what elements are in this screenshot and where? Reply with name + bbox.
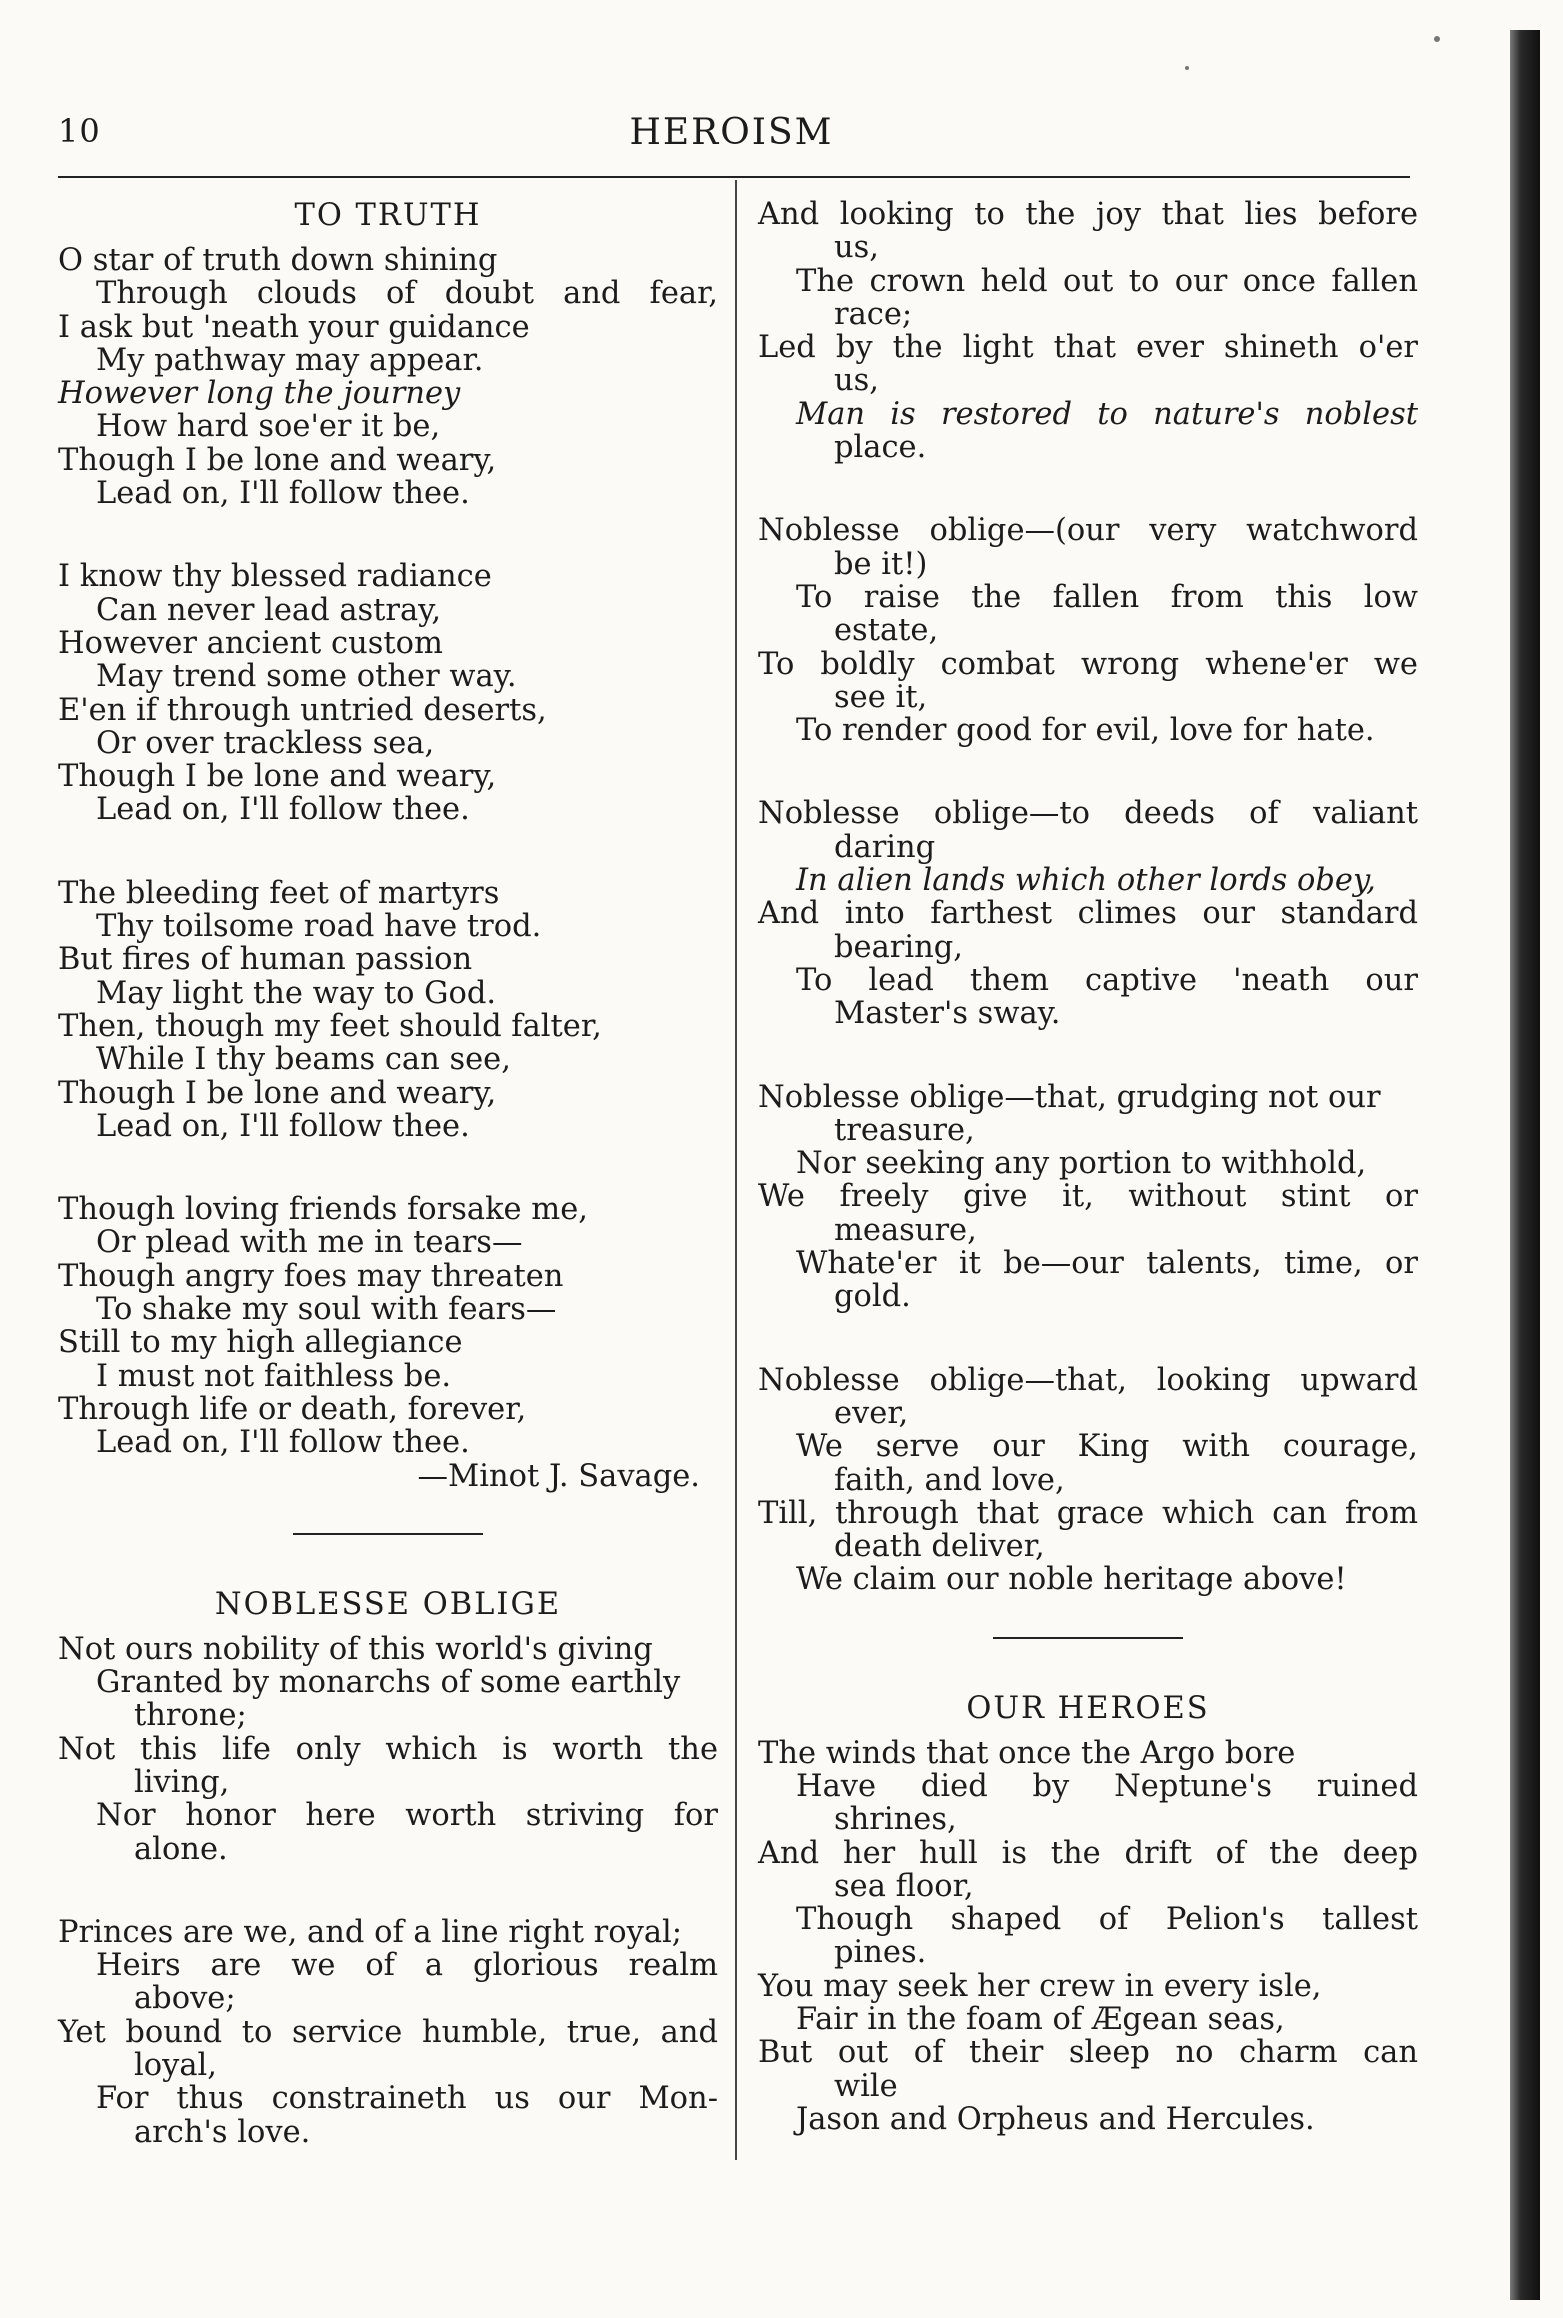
poem-line: death deliver, — [834, 1529, 1045, 1565]
poem-line: Nor seeking any portion to withhold, — [796, 1146, 1367, 1182]
stanza — [758, 198, 1418, 464]
speck-mark — [1185, 66, 1189, 70]
poem-line: Then, though my feet should falter, — [58, 1008, 602, 1044]
poem-title-to-truth: TO TRUTH — [294, 198, 482, 233]
poem-line: Lead on, I'll follow thee. — [96, 792, 470, 828]
column-divider — [735, 180, 737, 2160]
poem-line: Princes are we, and of a line right royal; — [58, 1914, 683, 1950]
poem-line: How hard soe'er it be, — [96, 409, 441, 445]
poem-line: However long the journey — [58, 376, 461, 412]
poem-line: Still to my high allegiance — [58, 1325, 463, 1361]
poem-line: Noblesse oblige—that, looking upward — [758, 1362, 1418, 1398]
poem-line: Though I be lone and weary, — [58, 759, 497, 795]
poem-line: Not this life only which is worth the — [58, 1731, 718, 1767]
poem-line: And her hull is the drift of the deep — [758, 1835, 1418, 1871]
poem-line: Through life or death, forever, — [58, 1391, 527, 1427]
poem-line: us, — [834, 363, 879, 399]
poem-line: My pathway may appear. — [96, 342, 484, 378]
header-rule — [58, 176, 1410, 178]
poem-line: While I thy beams can see, — [96, 1042, 511, 1078]
stanza — [758, 514, 1418, 747]
stanza — [758, 797, 1418, 1030]
poem-line: We serve our King with courage, — [796, 1429, 1418, 1465]
poem-line: However ancient custom — [58, 625, 443, 661]
poem-line: Though loving friends forsake me, — [58, 1192, 588, 1228]
poem-line: Though angry foes may threaten — [58, 1258, 564, 1294]
poem-line: Man is restored to nature's noblest — [796, 396, 1418, 432]
poem-line: Jason and Orpheus and Hercules. — [796, 2101, 1315, 2137]
poem-line: sea floor, — [834, 1868, 974, 1904]
stanza — [58, 560, 718, 826]
poem-line: ever, — [834, 1395, 909, 1431]
poem-line: To raise the fallen from this low — [796, 579, 1418, 615]
poem-line: measure, — [834, 1212, 977, 1248]
poem-line: Thy toilsome road have trod. — [96, 909, 542, 945]
poem-line: Fair in the foam of Ægean seas, — [796, 2002, 1285, 2038]
stanza — [58, 1633, 718, 1866]
poem-line: To shake my soul with fears— — [96, 1292, 557, 1328]
poem-line: alone. — [134, 1831, 228, 1867]
left-column — [58, 198, 718, 2199]
stanza — [758, 1364, 1418, 1597]
poem-line: Till, through that grace which can from — [758, 1495, 1418, 1531]
poem-line: gold. — [834, 1279, 911, 1315]
poem-line: Heirs are we of a glorious realm — [96, 1948, 718, 1984]
poem-line: daring — [834, 829, 936, 865]
poem-line: Though shaped of Pelion's tallest — [796, 1902, 1418, 1938]
poem-line: wile — [834, 2068, 898, 2104]
poem-line: Granted by monarchs of some earthly — [96, 1665, 681, 1701]
poem-line: see it, — [834, 679, 928, 715]
poem-line: For thus constraineth us our Mon- — [96, 2081, 718, 2117]
poem-line: You may seek her crew in every isle, — [758, 1968, 1322, 2004]
poem-line: In alien lands which other lords obey, — [796, 863, 1376, 899]
poem-line: us, — [834, 230, 879, 266]
poem-line: We claim our noble heritage above! — [796, 1562, 1347, 1598]
poem-line: loyal, — [134, 2048, 217, 2084]
poem-line: Noblesse oblige—(our very watchword — [758, 513, 1418, 549]
stanza — [758, 1737, 1418, 2137]
section-divider — [293, 1533, 483, 1535]
poem-line: And looking to the joy that lies before — [758, 197, 1418, 232]
poem-line: We freely give it, without stint or — [758, 1179, 1418, 1215]
poem-line: May light the way to God. — [96, 975, 497, 1011]
poem-line: Noblesse oblige—to deeds of valiant — [758, 796, 1418, 832]
poem-line: Though I be lone and weary, — [58, 442, 497, 478]
poem-line: Though I be lone and weary, — [58, 1075, 497, 1111]
poem-line: But out of their sleep no charm can — [758, 2035, 1418, 2071]
stanza — [58, 1916, 718, 2149]
book-spine-shadow — [1510, 30, 1540, 2300]
stanza — [58, 1193, 718, 1459]
poem-line: be it!) — [834, 546, 928, 582]
page-number: 10 — [58, 112, 101, 150]
poem-line: race; — [834, 296, 913, 332]
poem-line: And into farthest climes our standard — [758, 896, 1418, 932]
section-divider — [993, 1637, 1183, 1639]
poem-line: Noblesse oblige—that, grudging not our — [758, 1079, 1381, 1115]
poem-line: shrines, — [834, 1802, 957, 1838]
poem-line: May trend some other way. — [96, 659, 517, 695]
running-title: HEROISM — [629, 112, 834, 153]
poem-author: —Minot J. Savage. — [417, 1458, 700, 1494]
stanza — [58, 244, 718, 510]
poem-line: arch's love. — [134, 2114, 311, 2150]
poem-line: pines. — [834, 1935, 927, 1971]
poem-line: Lead on, I'll follow thee. — [96, 1425, 470, 1461]
poem-title-noblesse-oblige: NOBLESSE OBLIGE — [214, 1586, 562, 1622]
poem-line: above; — [134, 1981, 236, 2017]
poem-line: I know thy blessed radiance — [58, 559, 492, 595]
poem-line: Led by the light that ever shineth o'er — [758, 330, 1418, 366]
poem-line: Not ours nobility of this world's giving — [58, 1631, 653, 1667]
poem-line: estate, — [834, 613, 939, 649]
poem-line: I must not faithless be. — [96, 1358, 452, 1394]
poem-line: To render good for evil, love for hate. — [796, 713, 1375, 749]
poem-line: The bleeding feet of martyrs — [58, 875, 500, 911]
poem-line: E'en if through untried deserts, — [58, 692, 547, 728]
stanza — [58, 877, 718, 1143]
poem-line: Nor honor here worth striving for — [96, 1798, 718, 1834]
poem-line: To boldly combat wrong whene'er we — [758, 646, 1418, 682]
poem-line: place. — [834, 430, 927, 466]
poem-line: Lead on, I'll follow thee. — [96, 1108, 470, 1144]
poem-line: faith, and love, — [834, 1462, 1065, 1498]
poem-line: I ask but 'neath your guidance — [58, 309, 530, 345]
poem-line: throne; — [134, 1698, 247, 1734]
poem-line: The winds that once the Argo bore — [758, 1735, 1296, 1771]
poem-line: O star of truth down shining — [58, 243, 498, 278]
poem-line: Have died by Neptune's ruined — [796, 1768, 1418, 1804]
poem-line: Whate'er it be—our talents, time, or — [796, 1246, 1418, 1282]
poem-line: Lead on, I'll follow thee. — [96, 476, 470, 512]
stanza — [758, 1081, 1418, 1314]
poem-line: Through clouds of doubt and fear, — [96, 276, 718, 312]
poem-line: living, — [134, 1764, 230, 1800]
poem-line: Yet bound to service humble, true, and — [58, 2014, 718, 2050]
poem-line: But fires of human passion — [58, 942, 473, 978]
poem-line: bearing, — [834, 929, 963, 965]
poem-line: Can never lead astray, — [96, 592, 442, 628]
poem-line: treasure, — [834, 1112, 975, 1148]
poem-line: Master's sway. — [834, 996, 1061, 1032]
poem-title-our-heroes: OUR HEROES — [966, 1690, 1210, 1726]
poem-line: The crown held out to our once fallen — [796, 263, 1418, 299]
poem-line: Or plead with me in tears— — [96, 1225, 523, 1261]
speck-mark — [1434, 36, 1440, 42]
poem-line: Or over trackless sea, — [96, 725, 435, 761]
right-column — [758, 198, 1418, 2186]
poem-line: To lead them captive 'neath our — [796, 962, 1418, 998]
